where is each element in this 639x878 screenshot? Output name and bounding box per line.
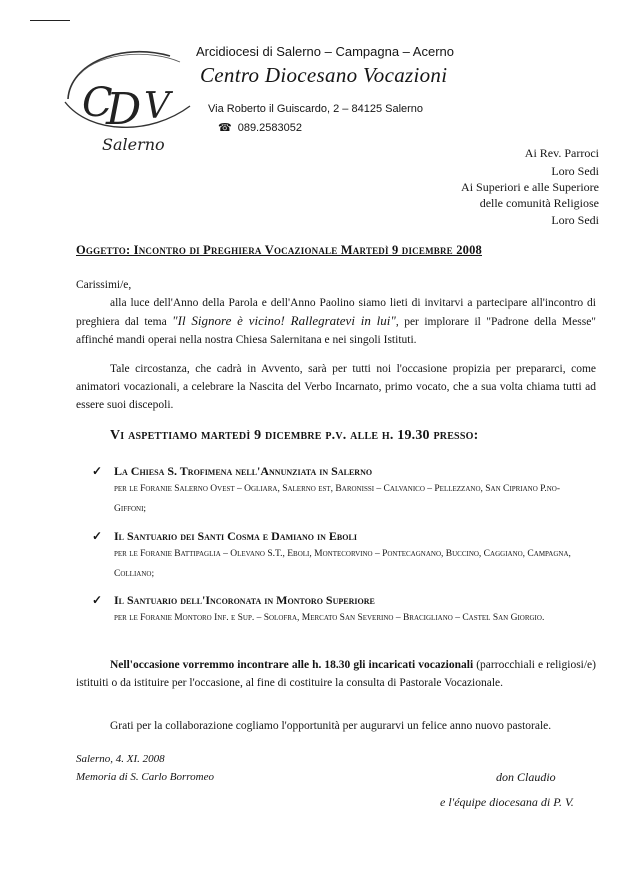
checkmark-icon: ✓ (92, 529, 103, 543)
greeting: Carissimi/e, (76, 279, 132, 291)
diocese-name: Arcidiocesi di Salerno – Campagna – Acerno (196, 44, 454, 59)
logo-city: Salerno (102, 135, 165, 154)
recipient-1: Ai Rev. Parroci (524, 146, 599, 160)
phone-icon: ☎ (218, 122, 232, 134)
recipient-2-sub: Loro Sedi (551, 213, 599, 227)
cdv-logo-graphic (60, 44, 195, 156)
invite-heading: Vi aspettiamo martedì 9 dicembre p.v. alle h. 19.30 presso: (110, 428, 479, 443)
recipient-1-sub: Loro Sedi (551, 164, 599, 178)
location-3 (92, 593, 592, 628)
paragraph-3 (76, 656, 596, 692)
paragraph-4: Grati per la collaborazione cogliamo l'opportunità per augurarvi un felice anno nuovo pastorale. (110, 720, 552, 732)
top-rule (30, 20, 70, 21)
location-1 (92, 464, 592, 519)
memoria-line: Memoria di S. Carlo Borromeo (76, 771, 215, 783)
recipient-2: Ai Superiori e alle Superiore (461, 180, 599, 194)
location-2 (92, 529, 592, 584)
logo-letter-v: V (144, 86, 170, 127)
paragraph-1-a: alla luce dell'Anno della Parola e dell'Anno Paolino siamo lieti di invitarvi a partecipare all'incontro di preghiera dal tema (76, 297, 596, 328)
phone-line (218, 121, 302, 134)
location-2-title: Il Santuario dei Santi Cosma e Damiano in Eboli (114, 529, 357, 543)
paragraph-1-b: , per implorare il "Padrone della Messe" affinché mandi operai nella nostra Chiesa Salernitana e nei singoli Istituti. (76, 316, 597, 346)
phone-number: 089.2583052 (237, 121, 302, 134)
location-2-desc: per le Foranie Battipaglia – Olevano S.T., Eboli, Montecorvino – Pontecagnano, Buccino, Caggiano, Campagna, Colliano; (114, 549, 571, 579)
paragraph-2: Tale circostanza, che cadrà in Avvento, sarà per tutti noi l'occasione propizia per prepararci, come animatori vocazionali, a celebrare la Nascita del Verbo Incarnato, primo vocato, che a sua volta chiama tutti ad essere suoi discepoli. (76, 363, 596, 411)
location-3-desc: per le Foranie Montoro Inf. e Sup. – Solofra, Mercato San Severino – Bracigliano – Castel San Giorgio. (114, 613, 545, 623)
checkmark-icon: ✓ (92, 464, 103, 478)
location-1-title: La Chiesa S. Trofimena nell'Annunziata in Salerno (114, 464, 373, 478)
paragraph-3-rest: (parrocchiali e religiosi/e) istituiti o da istituire per l'occasione, al fine di costituire la consulta di Pastorale Vocazionale. (76, 659, 596, 689)
logo-letter-d: D (106, 84, 142, 135)
paragraph-1-quote: "Il Signore è vicino! Rallegratevi in lui" (172, 313, 396, 328)
signature-name: don Claudio (496, 770, 556, 784)
address: Via Roberto il Guiscardo, 2 – 84125 Salerno (208, 103, 424, 115)
checkmark-icon: ✓ (92, 593, 103, 607)
cdv-logo (60, 44, 195, 156)
date-line: Salerno, 4. XI. 2008 (76, 753, 165, 765)
paragraph-1 (76, 294, 596, 349)
paragraph-3-bold: Nell'occasione vorremmo incontrare alle h. 18.30 gli incaricati vocazionali (110, 659, 474, 671)
location-1-desc: per le Foranie Salerno Ovest – Ogliara, Salerno est, Baronissi – Calvanico – Pellezzano, San Cipriano P.no- Giffoni; (114, 484, 561, 514)
signature-team: e l'équipe diocesana di P. V. (440, 795, 574, 809)
subject-line: Oggetto: Incontro di Preghiera Vocazionale Martedì 9 dicembre 2008 (76, 243, 482, 257)
logo-letter-c: C (82, 80, 113, 126)
location-3-title: Il Santuario dell'Incoronata in Montoro Superiore (114, 593, 375, 607)
center-name: Centro Diocesano Vocazioni (200, 63, 448, 87)
recipient-2b: delle comunità Religiose (479, 196, 599, 210)
